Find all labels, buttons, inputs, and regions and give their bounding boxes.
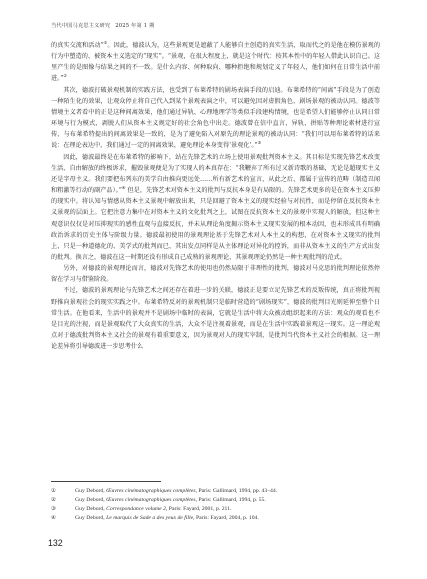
footnote-item bbox=[51, 514, 381, 523]
citation-title: Œuvres cinématographiques complètes bbox=[106, 496, 196, 503]
footnote-item bbox=[51, 505, 381, 514]
footnote-number: ④ bbox=[51, 514, 56, 521]
citation-author: Guy Debord, bbox=[75, 496, 107, 503]
citation-author: Guy Debord, bbox=[75, 488, 107, 494]
running-header bbox=[51, 22, 381, 29]
page-number: 132 bbox=[48, 538, 63, 548]
footnote-marker: ① bbox=[103, 39, 108, 45]
footnote-marker: ② bbox=[63, 73, 67, 79]
citation-title: Correspondance volume 2 bbox=[106, 505, 166, 512]
paragraph-text: 其次，德波打破景观机制的实践方法，也受到了布莱希特的剧场表演手段的启迪。布莱希特的“间离”手段是为了创造一种陌生化的效果，让观众停止将自己代入到某个景观表演之中，可以避免因对虚假角色、剧场景观的被动认同。德波等情境主义者看中的正是这种间离效果，他们通过异轨、心理地理学等类似手段建构情境，也是希望人们能够停止认同日常环境与行为模式，剥脱人们从资本主义规定好的社会角色中出走。德波曾在信中直言，异轨、拼贴等种理论素材进行宣传，与布莱希特提出的间离效果是一致的，是为了避免陷入对原先的理论景观的被动认同：“我们可以用布莱希特的话来说：在理论表达中，我们通过一定的间离效果，避免理论本身变得‘景观化’。” bbox=[51, 86, 380, 150]
footnote-number: ② bbox=[51, 496, 56, 503]
paragraph-text: 但是，先锋艺术对资本主义的批判与反抗本身是有局限的。先锋艺术更多的是在资本主义压抑的现实中，将认知与情感从资本主义景观中解放出来，只是回避了资本主义的现实经验与对抗性，而是停留在反抗资本主义景观的层面上。它把注意力集中在对资本主义的文化批判之上，试图在反抗资本主义的景观中实现人的解放，但这种主观意识仅仅是对压抑现实的感性直观与直接反抗，并未从理论角度揭示资本主义现实发展的根本动因，也未形成具有明确政治诉求的历史主体与阶级力量。德波最初使用的景观理论基于先锋艺术对人本主义的构想，在对资本主义现实的批判上，只是一种道德化的、美学式的批判而已，其出发点同样是从主体理论对异化的控诉，而非从资本主义的生产方式出发的批判。换言之，德波在这一时期还没有形成自己成熟的景观理论，其景观理论仍然是一种主观批判的范式。 bbox=[51, 187, 380, 261]
footnote-item bbox=[51, 496, 381, 505]
citation-author: Guy Debord, bbox=[75, 514, 107, 521]
citation-publication: , Paris: Gallimard, 1994, pp. 43–44. bbox=[195, 488, 278, 494]
footnotes bbox=[51, 487, 381, 523]
body-paragraph bbox=[51, 40, 380, 85]
citation-publication: , Paris: Fayard, 2004, p. 104. bbox=[193, 514, 259, 521]
footnote-divider bbox=[51, 481, 161, 482]
citation-title: Œuvres cinématographiques complètes bbox=[106, 488, 196, 494]
footnote-item bbox=[51, 487, 381, 496]
footnote-citation bbox=[75, 514, 259, 523]
paragraph-text: 另外，对德波的景观理论而言，德波对先锋艺术的使用也仍然局限于非理性的批判，德波对马克思的批判理论依然停留在学习与借鉴阶段。 bbox=[51, 265, 380, 284]
citation-author: Guy Debord, bbox=[75, 505, 107, 512]
paragraph-text: 因此，德波最终是在布莱希特的影响下，站在先锋艺术的立场上使用景观批判资本主义。其目标是实现先锋艺术改变生活、自由解放的终极诉求，摧毁景观便是为了实现人的本真存在：“我鞭弃了所有过又新诗歌的基础，无论是超现实主义还是字母主义。我们要把布列东的美学自由推向更远处……所有新艺术的宣言，从此之后，都属于宣传的范畴（制造丑闻和粗激等行动的副产品）。” bbox=[51, 153, 380, 195]
footnote-citation bbox=[75, 487, 277, 496]
body-paragraph bbox=[51, 152, 380, 264]
footnote-number: ③ bbox=[51, 505, 56, 512]
citation-publication: , Paris: Gallimard, 1994, p. 55. bbox=[195, 496, 266, 503]
body-paragraph bbox=[51, 263, 380, 285]
footnote-citation bbox=[75, 496, 266, 505]
issue-info: 2025 年第 1 期 bbox=[115, 23, 155, 29]
footnote-marker: ④ bbox=[121, 184, 126, 190]
journal-title: 当代中国马克思主义研究 bbox=[51, 23, 111, 29]
footnote-number: ① bbox=[51, 488, 56, 494]
paragraph-text: 。因此，德波认为，这些景观更是遮蔽了人能够自主创造的真实生活，取而代之的是他在模仿景观的行为中塑造的、被资本主义选定的“现实”。“景观，在很大程度上，就是这个时代：按其本性中的年轻人借此认识自己。这里产生的是图像与结果之间的不一致。是什么内容、何种取向、哪种拒绝和规划定义了年轻人，他们如何在日常生活中前进。” bbox=[51, 42, 380, 83]
body-paragraph bbox=[51, 85, 380, 152]
paragraph-text: 的真实交流和活动” bbox=[51, 42, 104, 49]
body-text bbox=[51, 40, 380, 352]
citation-publication: , Paris: Fayard, 2001, p. 211. bbox=[165, 505, 232, 512]
citation-title: Le marquis de Sade a des yeux de fille bbox=[106, 514, 194, 521]
footnote-citation bbox=[75, 505, 231, 514]
paragraph-text: 不过，德波的景观理论与先锋艺术之间还存在着进一步的关联，德波正是要立足先锋艺术的反叛传统，真正将批判视野推向景观社会的现实实践之中。布莱希特反对的景观机制只是临时营造的“剧场现实”，德波的批判目光则延伸至整个日常生活。在他看来，生活中的景观并不是剧场中临时的表演，它就是生活中将大众被动组织起来的方法：观众的观看也不是目光的注视，而是景观取代了大众真实的生活，大众不是注视着景观，而是在生活中实践着景观这一现实。这一理论观点对于德波批判资本主义社会的景观有着重要意义，因为景观对人的现实宰制，是批判当代资本主义社会的根据。这一理论差异将引导德波进一步思考什么 bbox=[51, 287, 380, 351]
footnote-marker: ③ bbox=[257, 140, 262, 146]
body-paragraph bbox=[51, 285, 380, 352]
